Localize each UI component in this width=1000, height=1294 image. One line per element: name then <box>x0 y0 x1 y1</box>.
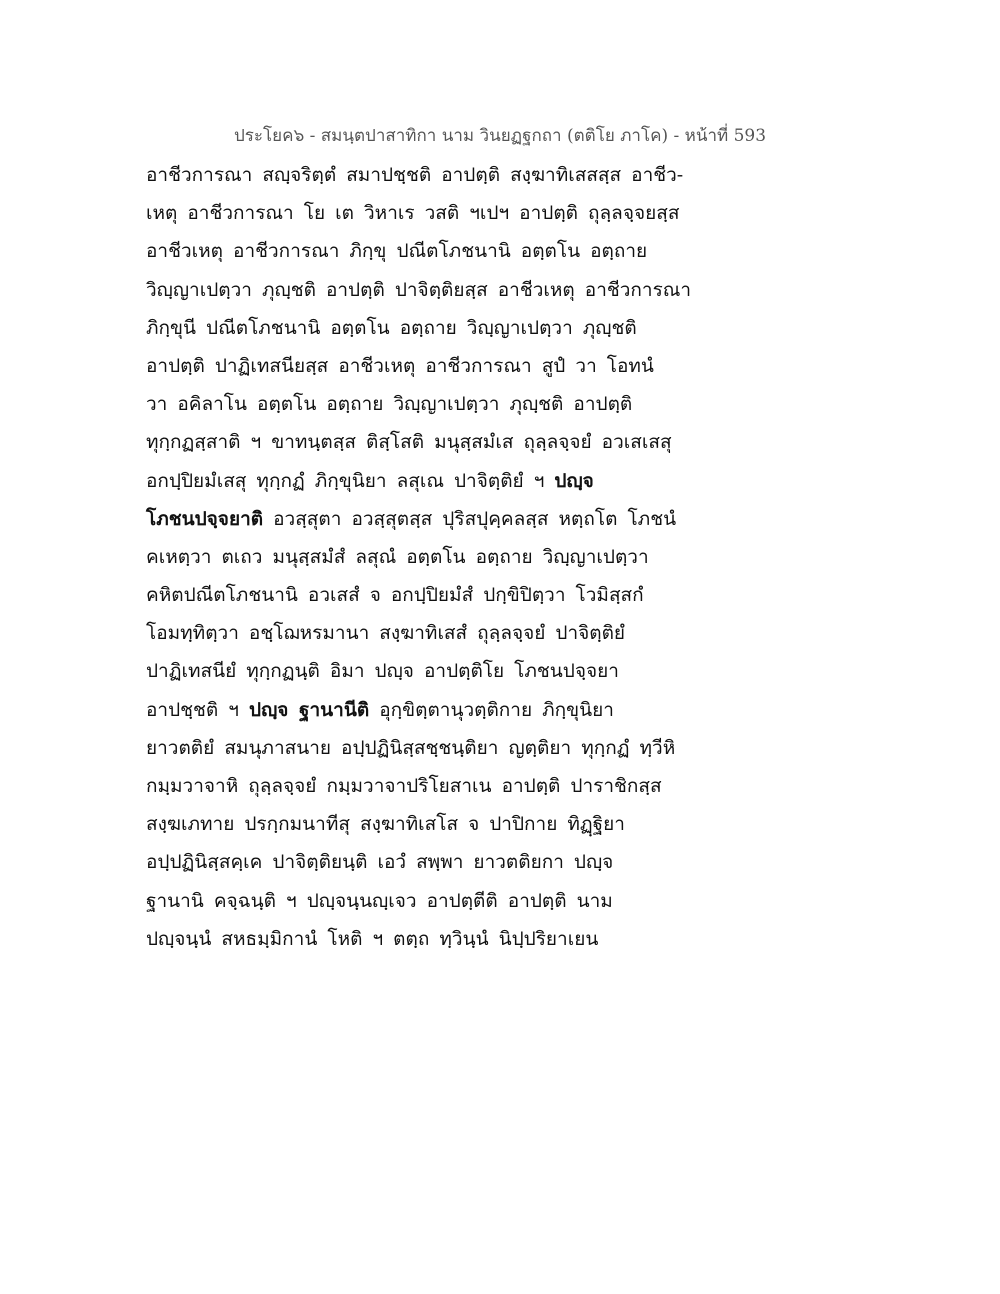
line-text: อาชีวการณา สญฺจริตฺตํ สมาปชฺชติ อาปตฺติ สงฺฆาทิเสสสฺส อาชีว- <box>146 164 684 186</box>
bold-term: โภชนปจฺจยาติ <box>146 507 264 530</box>
text-line <box>146 271 706 309</box>
line-text: สงฺฆเภทาย ปรกฺกมนาทีสุ สงฺฆาทิเสโส จ ปาปิกาย ทิฏฺฐิยา <box>146 813 625 836</box>
running-title: ประโยค๖ - สมนฺตปาสาทิกา นาม วินยฏฐกถา (ตติโย ภาโค) - หน้าที่ 593 <box>233 126 767 146</box>
text-line <box>146 882 706 920</box>
line-text: ปญฺจนฺนํ สหธมฺมิกานํ โหติ ฯ ตตฺถ ทฺวินฺนํ นิปฺปริยาเยน <box>146 927 599 950</box>
text-line <box>146 309 706 347</box>
line-text: ฐานานิ คจฺฉนฺติ ฯ ปญฺจนฺนญฺเจว อาปตฺตีติ อาปตฺติ นาม <box>146 889 613 912</box>
line-text: อวสฺสุตา อวสฺสุตสฺส ปุริสปุคฺคลสฺส หตฺถโต โภชนํ <box>263 507 677 530</box>
text-line <box>146 767 706 805</box>
line-text: อกปฺปิยมํเสสุ ทุกฺกฏํ ภิกฺขุนิยา ลสุเณ ปาจิตฺติยํ ฯ <box>146 469 555 492</box>
line-text: คหิตปณีตโภชนานิ อวเสสํ จ อกปฺปิยมํสํ ปกฺขิปิตฺวา โวมิสฺสกํ <box>146 584 644 607</box>
text-line <box>146 500 706 538</box>
line-text: อาปชฺชติ ฯ <box>146 698 250 721</box>
text-line <box>146 805 706 843</box>
text-line <box>146 232 706 270</box>
text-line <box>146 538 706 576</box>
bold-term: ปญฺจ ฐานานีติ <box>249 698 370 721</box>
text-line <box>146 920 706 958</box>
text-line <box>146 614 706 652</box>
line-text: เหตุ อาชีวการณา โย เต วิหาเร วสติ ฯเปฯ อาปตฺติ ถุลฺลจฺจยสฺส <box>146 202 680 225</box>
line-text: ยาวตติยํ สมนุภาสนาย อปฺปฏินิสฺสชฺชนฺติยา ญตฺติยา ทุกฺกฏํ ทฺวีหิ <box>146 736 676 759</box>
text-line <box>146 576 706 614</box>
line-text: ปาฏิเทสนียํ ทุกฺกฏนฺติ อิมา ปญฺจ อาปตฺติโย โภชนปจฺจยา <box>146 660 619 683</box>
line-text: อปฺปฏินิสฺสคฺเค ปาจิตฺติยนฺติ เอวํ สพฺพา ยาวตติยกา ปญฺจ <box>146 851 614 874</box>
line-text: กมฺมวาจาหิ ถุลฺลจฺจยํ กมฺมวาจาปริโยสาเน อาปตฺติ ปาราชิกสฺส <box>146 775 662 797</box>
text-line <box>146 729 706 767</box>
bold-term: ปญฺจ <box>554 469 594 492</box>
text-line <box>146 843 706 881</box>
line-text: ทุกฺกฏสฺสาติ ฯ ขาทนฺตสฺส ติสฺโสติ มนุสฺสมํเส ถุลฺลจฺจยํ อวเสเสสุ <box>146 431 672 454</box>
text-line <box>146 423 706 461</box>
line-text: ภิกฺขุนี ปณีตโภชนานิ อตฺตโน อตฺถาย วิญฺญาเปตฺวา ภุญฺชติ <box>146 316 637 339</box>
line-text: วิญฺญาเปตฺวา ภุญฺชติ อาปตฺติ ปาจิตฺติยสฺส อาชีวเหตุ อาชีวการณา <box>146 278 692 301</box>
line-text: โอมทฺทิตฺวา อชฺโฌหรมานา สงฺฆาทิเสสํ ถุลฺลจฺจยํ ปาจิตฺติยํ <box>146 622 626 645</box>
text-line <box>146 652 706 690</box>
text-line <box>146 347 706 385</box>
text-line <box>146 691 706 729</box>
text-line <box>146 156 706 194</box>
line-text: คเหตฺวา ตเถว มนุสฺสมํสํ ลสุณํ อตฺตโน อตฺถาย วิญฺญาเปตฺวา <box>146 545 649 568</box>
running-header <box>0 122 1000 150</box>
line-text: อาชีวเหตุ อาชีวการณา ภิกฺขุ ปณีตโภชนานิ อตฺตโน อตฺถาย <box>146 240 648 263</box>
text-line <box>146 194 706 232</box>
line-text: อาปตฺติ ปาฏิเทสนียสฺส อาชีวเหตุ อาชีวการณา สูปํ วา โอทนํ <box>146 354 654 377</box>
line-text: วา อคิลาโน อตฺตโน อตฺถาย วิญฺญาเปตฺวา ภุญฺชติ อาปตฺติ <box>146 393 633 416</box>
body-text <box>146 156 706 958</box>
text-line <box>146 462 706 500</box>
text-line <box>146 385 706 423</box>
line-text: อุกฺขิตฺตานุวตฺติกาย ภิกฺขุนิยา <box>369 698 614 721</box>
